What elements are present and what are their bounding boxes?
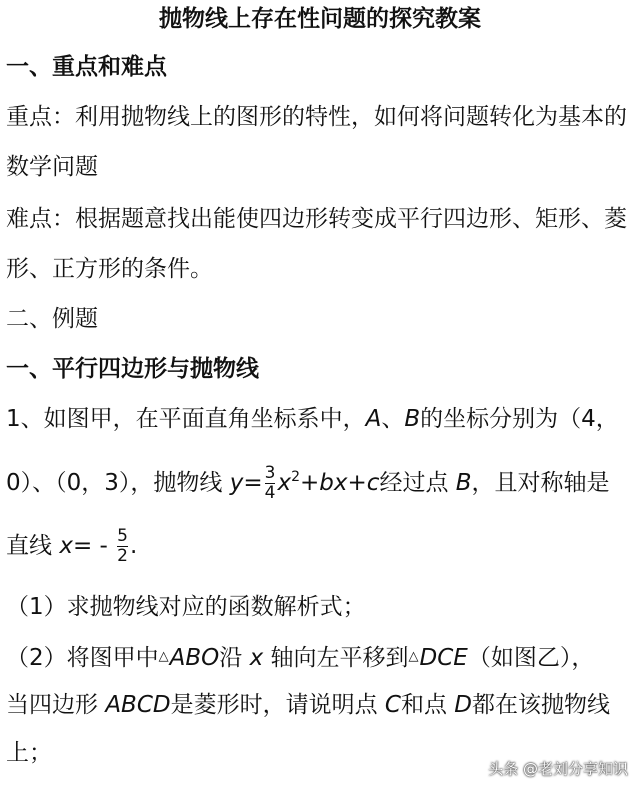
q2-line2-prefix: 当四边形 <box>6 692 98 718</box>
fraction-3-4 <box>265 465 276 502</box>
triangle-icon: △ <box>408 649 419 664</box>
question-2-line1 <box>6 642 634 673</box>
point-b: B <box>455 470 472 496</box>
section1-heading: 一、重点和难点 <box>6 54 167 80</box>
period: . <box>129 533 138 559</box>
point-c: C <box>384 692 401 718</box>
fraction-5-2 <box>117 528 128 565</box>
problem-line3-prefix: 直线 <box>6 533 52 559</box>
q2-line2-suffix: 都在该抛物线 <box>472 692 611 718</box>
q2-suffix: （如图乙）， <box>467 645 595 671</box>
term-bx: bx <box>319 470 348 496</box>
q2-line2-mid1: 是菱形时，请说明点 <box>170 692 378 718</box>
point-d: D <box>454 692 473 718</box>
triangle-icon: △ <box>158 649 169 664</box>
problem-line2-prefix: 0）、（0，3），抛物线 <box>6 470 223 496</box>
fraction-numerator: 5 <box>117 526 128 546</box>
var-x: x <box>59 533 73 559</box>
problem-line3 <box>6 528 634 565</box>
fraction-numerator: 3 <box>264 463 276 483</box>
problem-line1-suffix: 的坐标分别为（4， <box>420 406 619 432</box>
problem-line2 <box>6 462 634 502</box>
section2-heading: 二、例题 <box>6 306 98 332</box>
document-title: 抛物线上存在性问题的探究教案 <box>159 6 481 32</box>
difficulty-line2: 形、正方形的条件。 <box>6 256 213 282</box>
problem-line2-suffix: ，且对称轴是 <box>471 470 610 496</box>
q2-line2-mid2: 和点 <box>400 692 447 718</box>
q2-prefix: （2）将图甲中 <box>6 645 159 671</box>
point-a: A <box>365 406 382 432</box>
problem-line1 <box>6 404 634 434</box>
var-y: y <box>229 470 244 496</box>
point-b: B <box>404 406 421 432</box>
problem-line1-prefix: 1、如图甲，在平面直角坐标系中， <box>6 406 366 432</box>
key-point-line1: 重点：利用抛物线上的图形的特性，如何将问题转化为基本的 <box>6 104 627 130</box>
q2-mid2: 轴向左平移到 <box>270 645 409 671</box>
plus-sign: + <box>347 470 367 496</box>
problem-line2-mid: 经过点 <box>379 470 449 496</box>
quadrilateral-abcd: ABCD <box>105 692 171 718</box>
separator: 、 <box>381 406 405 432</box>
triangle-abo: ABO <box>169 645 220 671</box>
equals-sign: = <box>243 470 263 496</box>
equals-minus: = - <box>72 533 108 559</box>
question-1: （1）求抛物线对应的函数解析式； <box>6 594 366 620</box>
var-x: x <box>249 645 264 671</box>
difficulty-line1: 难点：根据题意找出能使四边形转变成平行四边形、矩形、菱 <box>6 206 627 232</box>
fraction-denominator: 4 <box>264 483 276 503</box>
var-x: x <box>277 470 292 496</box>
sub-heading: 一、平行四边形与抛物线 <box>6 356 259 382</box>
triangle-dce: DCE <box>419 645 468 671</box>
term-c: c <box>366 470 380 496</box>
q2-mid1: 沿 <box>219 645 243 671</box>
fraction-denominator: 2 <box>117 546 128 566</box>
exponent-2: 2 <box>291 469 300 485</box>
plus-sign: + <box>300 470 320 496</box>
key-point-line2: 数学问题 <box>6 154 98 180</box>
watermark: 头条 @老刘分享知识 <box>488 760 628 778</box>
question-2-line2 <box>6 690 634 720</box>
question-2-line3: 上； <box>6 740 52 766</box>
